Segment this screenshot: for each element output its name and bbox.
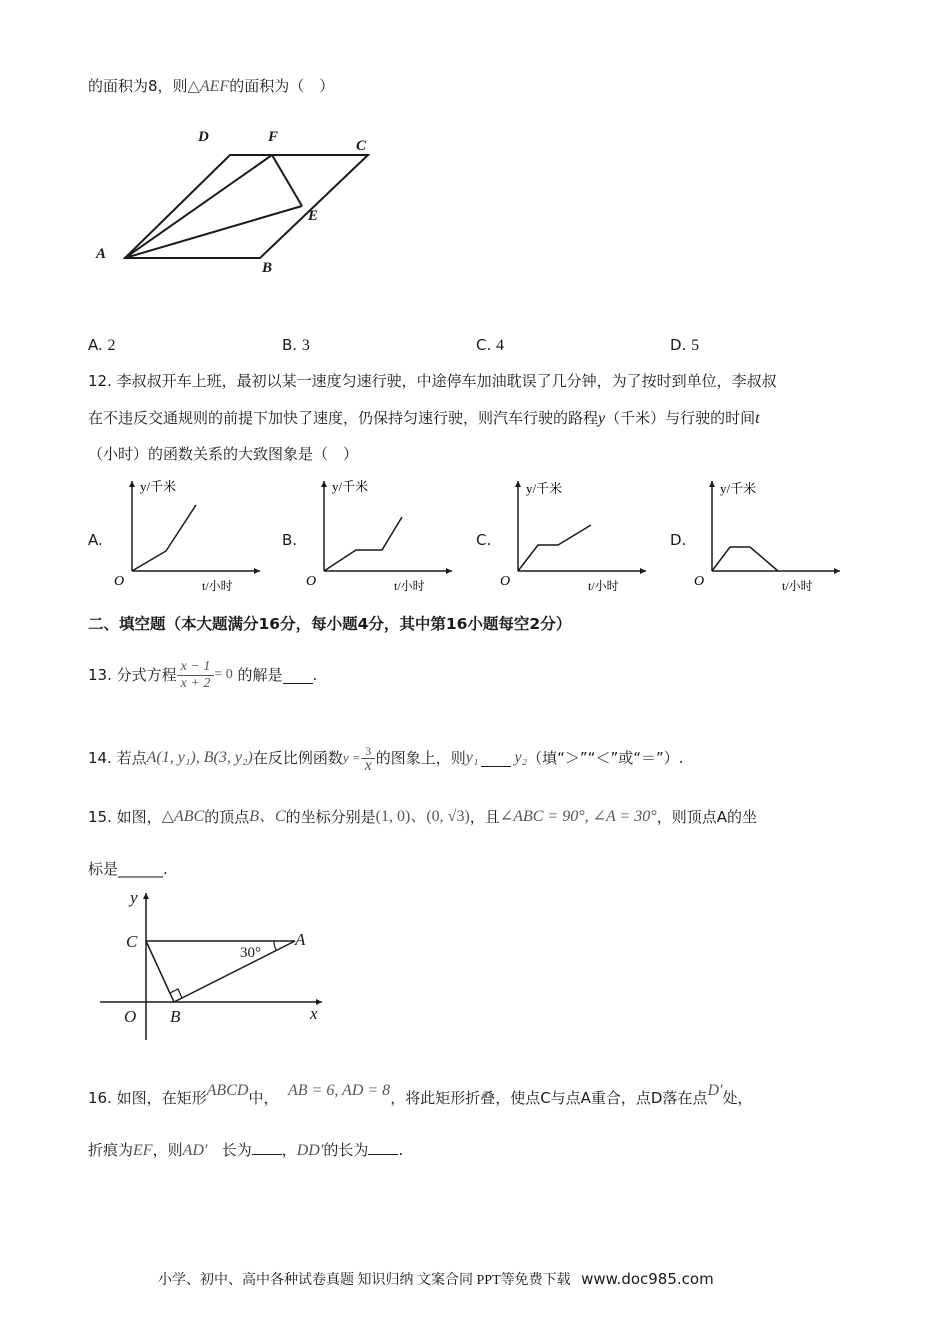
q14: 14. 若点 A(1, y₁), B(3, y₂) 在反比例函数 y = $\frac{3}{x}$ 的图象上，则 y₁ y₂ （填“＞”“＜”或“＝”）.	[88, 743, 684, 774]
q12-graph-b[interactable]	[302, 475, 462, 600]
q15-coordinate-figure	[90, 885, 330, 1055]
q11-statement: 的面积为8，则△AEF的面积为（ ）	[88, 77, 335, 95]
y-axis-label: y/千米	[140, 479, 177, 494]
origin-label: O	[114, 574, 125, 589]
angle-arc-A	[274, 941, 276, 950]
q16-answer-blank-2[interactable]	[368, 1138, 398, 1155]
label-B: B	[262, 260, 273, 276]
graph-line	[132, 505, 196, 571]
t-axis-arrow	[834, 568, 840, 574]
q12-option-d-label[interactable]: D.	[670, 531, 687, 549]
q12-option-b-label[interactable]: B.	[282, 531, 298, 549]
label-F: F	[268, 129, 279, 145]
y-axis-arrow	[709, 481, 715, 487]
q13-fraction: $\frac{x - 1}{x + 2}$	[177, 659, 215, 692]
origin-label: O	[306, 574, 317, 589]
t-axis-label: t/小时	[588, 579, 619, 593]
q11-option-b[interactable]: B. 3	[282, 336, 310, 354]
label-y: y	[130, 888, 138, 907]
y-axis-arrow	[129, 481, 135, 487]
label-A: A	[295, 930, 306, 949]
segment-AF	[125, 155, 272, 258]
q12-line3: （小时）的函数关系的大致图象是（ ）	[88, 445, 359, 463]
q14-answer-blank[interactable]	[481, 750, 511, 767]
label-C: C	[356, 138, 367, 154]
footer: 小学、初中、高中各种试卷真题 知识归纳 文案合同 PPT等免费下载 www.doc985.com	[158, 1270, 714, 1288]
q15-line2: 标是______.	[88, 860, 168, 878]
q11-parallelogram-figure	[90, 120, 380, 280]
q11-option-a[interactable]: A. 2	[88, 336, 116, 354]
label-x: x	[310, 1004, 318, 1023]
label-A: A	[96, 246, 107, 262]
section2-title: 二、填空题（本大题满分16分，每小题4分，其中第16小题每空2分）	[88, 615, 572, 633]
y-axis-label: y/千米	[332, 479, 369, 494]
t-axis-arrow	[254, 568, 260, 574]
angle-label: 30°	[240, 945, 261, 961]
q12-graph-c[interactable]	[496, 475, 656, 600]
parallelogram-ABCD	[125, 155, 368, 258]
label-E: E	[308, 208, 319, 224]
q12-option-a-label[interactable]: A.	[88, 531, 103, 549]
segment-FE	[272, 155, 302, 206]
y-axis-arrow	[143, 893, 149, 899]
t-axis-arrow	[446, 568, 452, 574]
t-axis-label: t/小时	[782, 579, 813, 593]
q13: 13. 分式方程 $\frac{x - 1}{x + 2}$ = 0 的解是 .	[88, 658, 318, 691]
q16-line2: 折痕为EF，则AD′ 长为 ，DD′的长为 .	[88, 1138, 403, 1161]
label-C: C	[126, 932, 138, 951]
y-axis-label: y/千米	[720, 481, 757, 496]
q11-option-d[interactable]: D. 5	[670, 336, 700, 354]
q14-fraction: $\frac{3}{x}$	[361, 744, 376, 773]
graph-line	[518, 525, 591, 571]
q16-answer-blank-1[interactable]	[252, 1138, 282, 1155]
t-axis-label: t/小时	[202, 579, 233, 593]
q13-answer-blank[interactable]	[283, 667, 313, 684]
q12-graph-d[interactable]	[690, 475, 850, 600]
q16-line1: 16. 如图，在矩形 ABCD 中， AB = 6, AD = 8 ，将此矩形折叠，使点C与点A重合，点D落在点 D′ 处，	[88, 1082, 753, 1107]
label-B: B	[170, 1007, 181, 1026]
y-axis-arrow	[321, 481, 327, 487]
q12-line1: 12. 李叔叔开车上班，最初以某一速度匀速行驶，中途停车加油耽误了几分钟，为了按时到单位，李叔叔	[88, 372, 777, 390]
q12-graph-a[interactable]	[110, 475, 270, 600]
q12-line2: 在不违反交通规则的前提下加快了速度，仍保持匀速行驶，则汽车行驶的路程y（千米）与行驶的时间t	[88, 409, 760, 427]
label-D: D	[198, 129, 209, 145]
origin-label: O	[500, 574, 511, 589]
footer-url[interactable]: www.doc985.com	[581, 1270, 714, 1288]
triangle-ABC	[146, 941, 295, 1002]
q12-option-c-label[interactable]: C.	[476, 531, 492, 549]
t-axis-label: t/小时	[394, 579, 425, 593]
y-axis-arrow	[515, 481, 521, 487]
q11-option-c[interactable]: C. 4	[476, 336, 505, 354]
label-O: O	[124, 1007, 137, 1026]
graph-line	[712, 547, 778, 571]
origin-label: O	[694, 574, 705, 589]
graph-line	[324, 517, 402, 571]
y-axis-label: y/千米	[526, 481, 563, 496]
q15-line1: 15. 如图， △ABC 的顶点 B、C 的坐标分别是 (1, 0)、(0, √3) ，且 ∠ABC = 90°, ∠A = 30° ，则顶点A的坐	[88, 808, 757, 826]
t-axis-arrow	[640, 568, 646, 574]
